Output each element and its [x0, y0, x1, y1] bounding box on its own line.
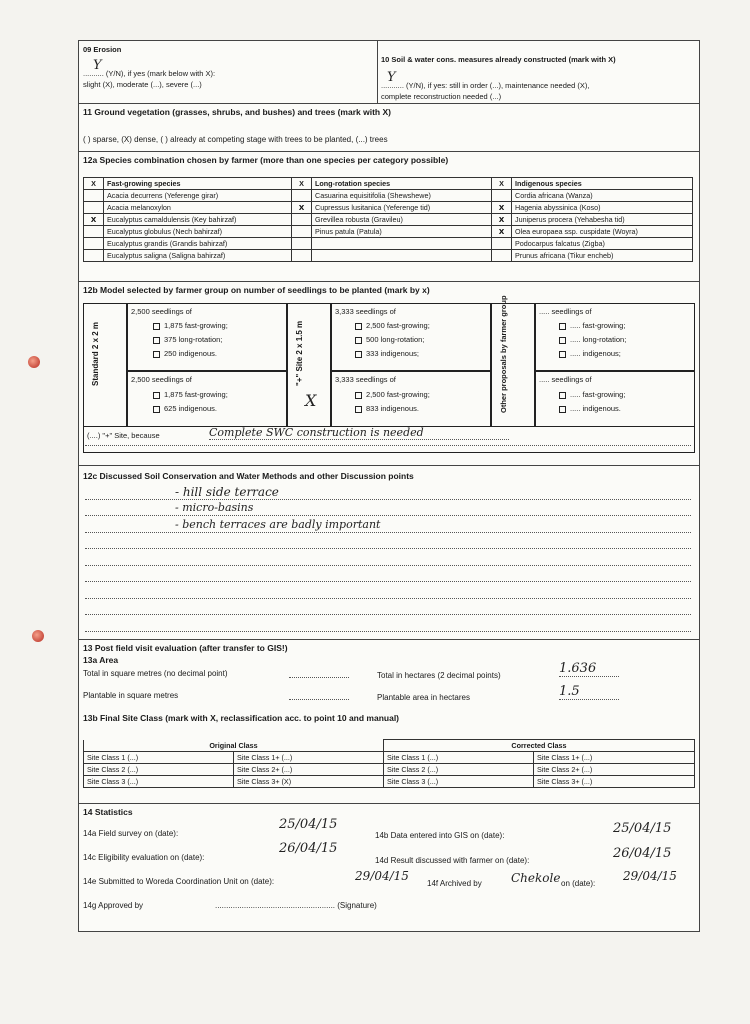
punch-hole-bottom — [32, 630, 44, 642]
std1-item — [153, 335, 222, 344]
plantable-sqm-label: Plantable in square metres — [83, 691, 179, 700]
class-cell[interactable]: Site Class 1+ (...) — [234, 752, 384, 764]
other-label-cell — [491, 303, 535, 427]
site-class-row — [84, 752, 695, 764]
stat-14b-value[interactable]: 25/04/15 — [613, 821, 672, 836]
mark-cell — [84, 226, 104, 238]
std2-item — [153, 390, 228, 399]
col-indigenous: Indigenous species — [512, 178, 693, 190]
species-title: 12a Species combination chosen by farmer (more than one species per category possible) — [83, 155, 449, 165]
other2-item — [559, 390, 625, 399]
std1-item-label: 1,875 fast-growing; — [164, 321, 228, 330]
mark-cell — [292, 190, 312, 202]
mark-cell — [84, 202, 104, 214]
class-cell[interactable]: Site Class 2+ (...) — [534, 764, 695, 776]
species-cell: Prunus africana (Tikur encheb) — [512, 250, 693, 262]
species-cell: Acacia decurrens (Yeferenge girar) — [104, 190, 292, 202]
species-row — [84, 250, 693, 262]
other1-item — [559, 349, 621, 358]
other2-item — [559, 404, 621, 413]
species-table — [83, 177, 693, 262]
standard-label: Standard 2 x 2 m — [91, 321, 100, 386]
stat-14f-on: on (date): — [561, 879, 596, 888]
plus1-item — [355, 349, 419, 358]
plus1-item-label: 500 long-rotation; — [366, 335, 425, 344]
species-cell: Cupressus lusitanica (Yeferenge tid) — [312, 202, 492, 214]
plantable-ha-value[interactable]: 1.5 — [559, 684, 619, 700]
because-label: (....) "+" Site, because — [87, 431, 160, 440]
swc-line1: ........... (Y/N), if yes: still in order (...), maintenance needed (X), — [381, 81, 590, 90]
std1-item — [153, 321, 228, 330]
swc-line2: complete reconstruction needed (...) — [381, 92, 502, 101]
species-cell: Grevillea robusta (Gravileu) — [312, 214, 492, 226]
swc-title: 10 Soil & water cons. measures already constructed (mark with X) — [381, 55, 616, 64]
mark-cell: X — [292, 202, 312, 214]
plantable-sqm-field[interactable] — [289, 699, 349, 700]
model-title: 12b Model selected by farmer group on number of seedlings to be planted (mark by x) — [83, 285, 430, 295]
other1-item — [559, 335, 626, 344]
because-text[interactable]: Complete SWC construction is needed — [209, 426, 509, 440]
mark-cell — [292, 226, 312, 238]
species-cell — [312, 238, 492, 250]
stat-14b-label: 14b Data entered into GIS on (date): — [375, 831, 505, 840]
class-cell[interactable]: Site Class 3 (...) — [84, 776, 234, 788]
col-long-rotation: Long-rotation species — [312, 178, 492, 190]
plantable-ha-label: Plantable area in hectares — [377, 693, 470, 702]
std1-head: 2,500 seedlings of — [131, 307, 192, 316]
std1-item-label: 375 long-rotation; — [164, 335, 223, 344]
other1-head: ..... seedlings of — [539, 307, 592, 316]
checkbox[interactable] — [355, 337, 362, 344]
swc-answer: Y — [387, 70, 396, 85]
mark-cell — [84, 250, 104, 262]
species-row — [84, 214, 693, 226]
species-cell — [312, 250, 492, 262]
stat-14e-value[interactable]: 29/04/15 — [355, 869, 409, 883]
mark-cell — [492, 250, 512, 262]
plus2-item-label: 2,500 fast-growing; — [366, 390, 430, 399]
species-cell: Podocarpus falcatus (Zigba) — [512, 238, 693, 250]
mark-cell: X — [492, 226, 512, 238]
class-cell[interactable]: Site Class 3+ (...) — [534, 776, 695, 788]
stat-14c-label: 14c Eligibility evaluation on (date): — [83, 853, 205, 862]
erosion-line1: .......... (Y/N), if yes (mark below with X): — [83, 69, 216, 78]
other-label: Other proposals by farmer group — [499, 295, 508, 413]
site-class-head-row — [84, 740, 695, 752]
erosion-title: 09 Erosion — [83, 45, 122, 54]
checkbox[interactable] — [355, 392, 362, 399]
col-mark-fast: X — [84, 178, 104, 190]
stat-14f-label: 14f Archived by — [427, 879, 482, 888]
checkbox[interactable] — [559, 337, 566, 344]
class-cell[interactable]: Site Class 1 (...) — [384, 752, 534, 764]
site-class-title: 13b Final Site Class (mark with X, reclassification acc. to point 10 and manual) — [83, 713, 400, 723]
plus1-item — [355, 321, 430, 330]
discussion-note-2[interactable]: - micro-basins — [175, 501, 254, 514]
species-cell: Acacia melanoxylon — [104, 202, 292, 214]
stat-14g-signature[interactable]: ...................................................... (Signature) — [215, 901, 377, 910]
area-title: 13a Area — [83, 655, 119, 665]
checkbox[interactable] — [355, 323, 362, 330]
site-class-row — [84, 776, 695, 788]
class-cell[interactable]: Site Class 3 (...) — [384, 776, 534, 788]
erosion-line2: slight (X), moderate (...), severe (...) — [83, 80, 202, 89]
species-cell: Hagenia abyssinica (Koso) — [512, 202, 693, 214]
total-ha-value[interactable]: 1.636 — [559, 661, 619, 677]
standard-label-cell — [83, 303, 127, 427]
mark-cell — [292, 214, 312, 226]
col-fast-growing: Fast-growing species — [104, 178, 292, 190]
checkbox[interactable] — [355, 351, 362, 358]
std2-item — [153, 404, 217, 413]
plus2-item — [355, 404, 419, 413]
other1-item-label: ..... indigenous; — [570, 349, 621, 358]
stat-14e-label: 14e Submitted to Woreda Coordination Unit on (date): — [83, 877, 275, 886]
other2-head: ..... seedlings of — [539, 375, 592, 384]
species-cell: Cordia africana (Wanza) — [512, 190, 693, 202]
class-cell[interactable]: Site Class 2 (...) — [384, 764, 534, 776]
species-cell: Juniperus procera (Yehabesha tid) — [512, 214, 693, 226]
discussion-note-3[interactable]: - bench terraces are badly important — [175, 518, 381, 531]
std2-item-label: 625 indigenous. — [164, 404, 217, 413]
mark-cell: X — [84, 214, 104, 226]
original-class-head: Original Class — [84, 740, 384, 752]
statistics-title: 14 Statistics — [83, 807, 133, 817]
stat-14a-value[interactable]: 25/04/15 — [279, 817, 338, 832]
std1-item-label: 250 indigenous. — [164, 349, 217, 358]
std2-head: 2,500 seedlings of — [131, 375, 192, 384]
stat-14d-value[interactable]: 26/04/15 — [613, 846, 672, 861]
class-cell[interactable]: Site Class 1 (...) — [84, 752, 234, 764]
discussion-note-1[interactable]: - hill side terrace — [175, 485, 279, 499]
plus2-item — [355, 390, 430, 399]
punch-hole-top — [28, 356, 40, 368]
checkbox[interactable] — [355, 406, 362, 413]
checkbox[interactable] — [153, 392, 160, 399]
form-page — [78, 40, 700, 932]
std1-item — [153, 349, 217, 358]
species-cell: Eucalyptus globulus (Nech bahirzaf) — [104, 226, 292, 238]
mark-cell: X — [492, 202, 512, 214]
other1-item-label: ..... fast-growing; — [570, 321, 626, 330]
species-row — [84, 202, 693, 214]
plus1-item-label: 333 indigenous; — [366, 349, 419, 358]
vegetation-title: 11 Ground vegetation (grasses, shrubs, and bushes) and trees (mark with X) — [83, 107, 391, 117]
plus1-head: 3,333 seedlings of — [335, 307, 396, 316]
species-cell: Olea europaea ssp. cuspidate (Woyra) — [512, 226, 693, 238]
col-mark-long: X — [292, 178, 312, 190]
discussion-title: 12c Discussed Soil Conservation and Water Methods and other Discussion points — [83, 471, 414, 481]
stat-14g-label: 14g Approved by — [83, 901, 144, 910]
site-class-table — [83, 739, 695, 788]
plus1-item-label: 2,500 fast-growing; — [366, 321, 430, 330]
erosion-vline — [377, 41, 378, 103]
species-cell: Pinus patula (Patula) — [312, 226, 492, 238]
post-visit-title: 13 Post field visit evaluation (after transfer to GIS!) — [83, 643, 288, 653]
site-class-row — [84, 764, 695, 776]
class-cell[interactable]: Site Class 1+ (...) — [534, 752, 695, 764]
checkbox[interactable] — [559, 323, 566, 330]
class-cell[interactable]: Site Class 2+ (...) — [234, 764, 384, 776]
checkbox[interactable] — [559, 392, 566, 399]
checkbox[interactable] — [153, 323, 160, 330]
other2-item-label: ..... fast-growing; — [570, 390, 626, 399]
plus2-head: 3,333 seedlings of — [335, 375, 396, 384]
species-header-row — [84, 178, 693, 190]
stat-14d-label: 14d Result discussed with farmer on (date): — [375, 856, 530, 865]
plus-label: "+" Site 2 x 1.5 m — [295, 320, 304, 386]
checkbox[interactable] — [153, 351, 160, 358]
stat-14f-value[interactable]: 29/04/15 — [623, 869, 677, 883]
corrected-class-head: Corrected Class — [384, 740, 695, 752]
stat-14f-name[interactable]: Chekole — [511, 871, 561, 885]
checkbox[interactable] — [153, 406, 160, 413]
class-cell[interactable]: Site Class 2 (...) — [84, 764, 234, 776]
erosion-answer: Y — [93, 58, 102, 73]
checkbox[interactable] — [559, 406, 566, 413]
checkbox[interactable] — [559, 351, 566, 358]
other2-item-label: ..... indigenous. — [570, 404, 621, 413]
vegetation-line: ( ) sparse, (X) dense, ( ) already at competing stage with trees to be planted, (...) trees — [83, 135, 388, 144]
other1-item — [559, 321, 625, 330]
mark-cell — [292, 250, 312, 262]
total-sqm-label: Total in square metres (no decimal point) — [83, 669, 228, 678]
species-row — [84, 226, 693, 238]
mark-cell — [84, 238, 104, 250]
plus2-item-label: 833 indigenous. — [366, 404, 419, 413]
mark-cell — [492, 190, 512, 202]
species-cell: Eucalyptus camaldulensis (Key bahirzaf) — [104, 214, 292, 226]
mark-cell — [84, 190, 104, 202]
mark-cell: X — [492, 214, 512, 226]
stat-14a-label: 14a Field survey on (date): — [83, 829, 179, 838]
class-cell[interactable]: Site Class 3+ (X) — [234, 776, 384, 788]
mark-cell — [492, 238, 512, 250]
species-row — [84, 238, 693, 250]
other1-item-label: ..... long-rotation; — [570, 335, 627, 344]
species-cell: Casuarina equisitifolia (Shewshewe) — [312, 190, 492, 202]
plus1-item — [355, 335, 424, 344]
stat-14c-value[interactable]: 26/04/15 — [279, 841, 338, 856]
std2-item-label: 1,875 fast-growing; — [164, 390, 228, 399]
species-row — [84, 190, 693, 202]
mark-cell — [292, 238, 312, 250]
col-mark-indigenous: X — [492, 178, 512, 190]
total-sqm-field[interactable] — [289, 677, 349, 678]
species-cell: Eucalyptus saligna (Saligna bahirzaf) — [104, 250, 292, 262]
total-ha-label: Total in hectares (2 decimal points) — [377, 671, 501, 680]
checkbox[interactable] — [153, 337, 160, 344]
species-cell: Eucalyptus grandis (Grandis bahirzaf) — [104, 238, 292, 250]
plus-mark: X — [305, 391, 317, 410]
